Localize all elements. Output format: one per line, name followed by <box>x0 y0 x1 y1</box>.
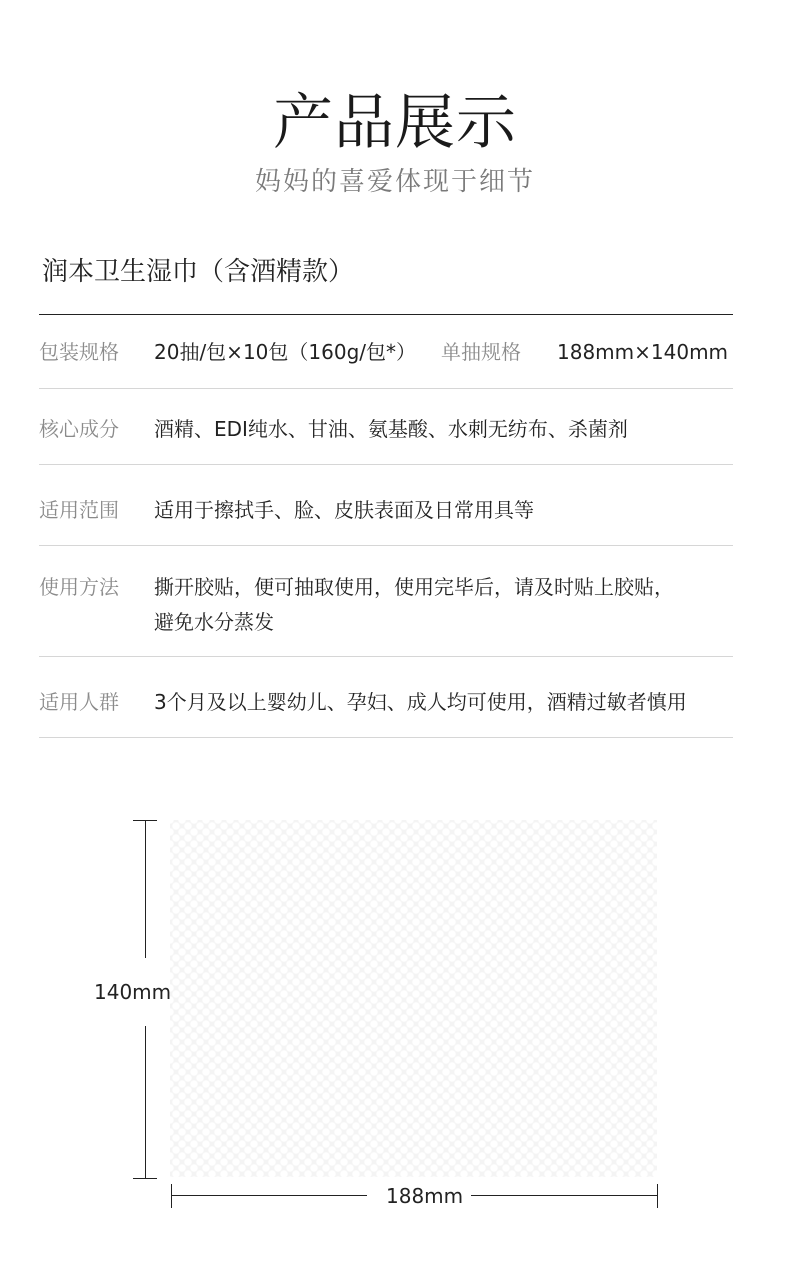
spec-value-single-sheet: 188mm×140mm <box>557 340 729 364</box>
height-dimension-bottom-cap <box>133 1178 157 1179</box>
spec-value-line-2: 避免水分蒸发 <box>154 610 274 634</box>
height-dimension-line-bottom <box>145 1026 146 1178</box>
width-dimension-label: 188mm <box>386 1184 464 1208</box>
spec-label: 适用范围 <box>39 498 119 522</box>
page-subtitle: 妈妈的喜爱体现于细节 <box>254 167 535 197</box>
spec-label-single-sheet: 单抽规格 <box>441 340 521 364</box>
spec-row-users <box>39 657 733 738</box>
spec-label: 核心成分 <box>39 417 119 441</box>
spec-row-usage <box>39 546 733 657</box>
width-dimension-line-left <box>171 1195 367 1196</box>
spec-label: 适用人群 <box>39 690 119 714</box>
height-dimension-line-top <box>145 820 146 958</box>
spec-row-ingredients <box>39 389 733 465</box>
product-name: 润本卫生湿巾（含酒精款） <box>42 257 355 287</box>
spec-value: 适用于擦拭手、脸、皮肤表面及日常用具等 <box>154 498 534 522</box>
spec-row-scope <box>39 465 733 546</box>
spec-value-line-1: 撕开胶贴，便可抽取使用，使用完毕后，请及时贴上胶贴， <box>154 575 674 599</box>
spec-value: 酒精、EDI纯水、甘油、氨基酸、水刺无纺布、杀菌剂 <box>154 417 628 441</box>
spec-value: 3个月及以上婴幼儿、孕妇、成人均可使用，酒精过敏者慎用 <box>154 690 687 714</box>
wipe-sheet-illustration <box>170 820 657 1177</box>
spec-label: 使用方法 <box>39 575 119 599</box>
width-dimension-line-right <box>471 1195 658 1196</box>
spec-row-packaging <box>39 315 733 389</box>
page-title: 产品展示 <box>273 88 517 158</box>
width-dimension-right-cap <box>657 1184 658 1208</box>
spec-value: 20抽/包×10包（160g/包*） <box>154 340 417 364</box>
width-dimension-left-cap <box>171 1184 172 1208</box>
spec-label: 包装规格 <box>39 340 119 364</box>
height-dimension-label: 140mm <box>94 980 172 1004</box>
